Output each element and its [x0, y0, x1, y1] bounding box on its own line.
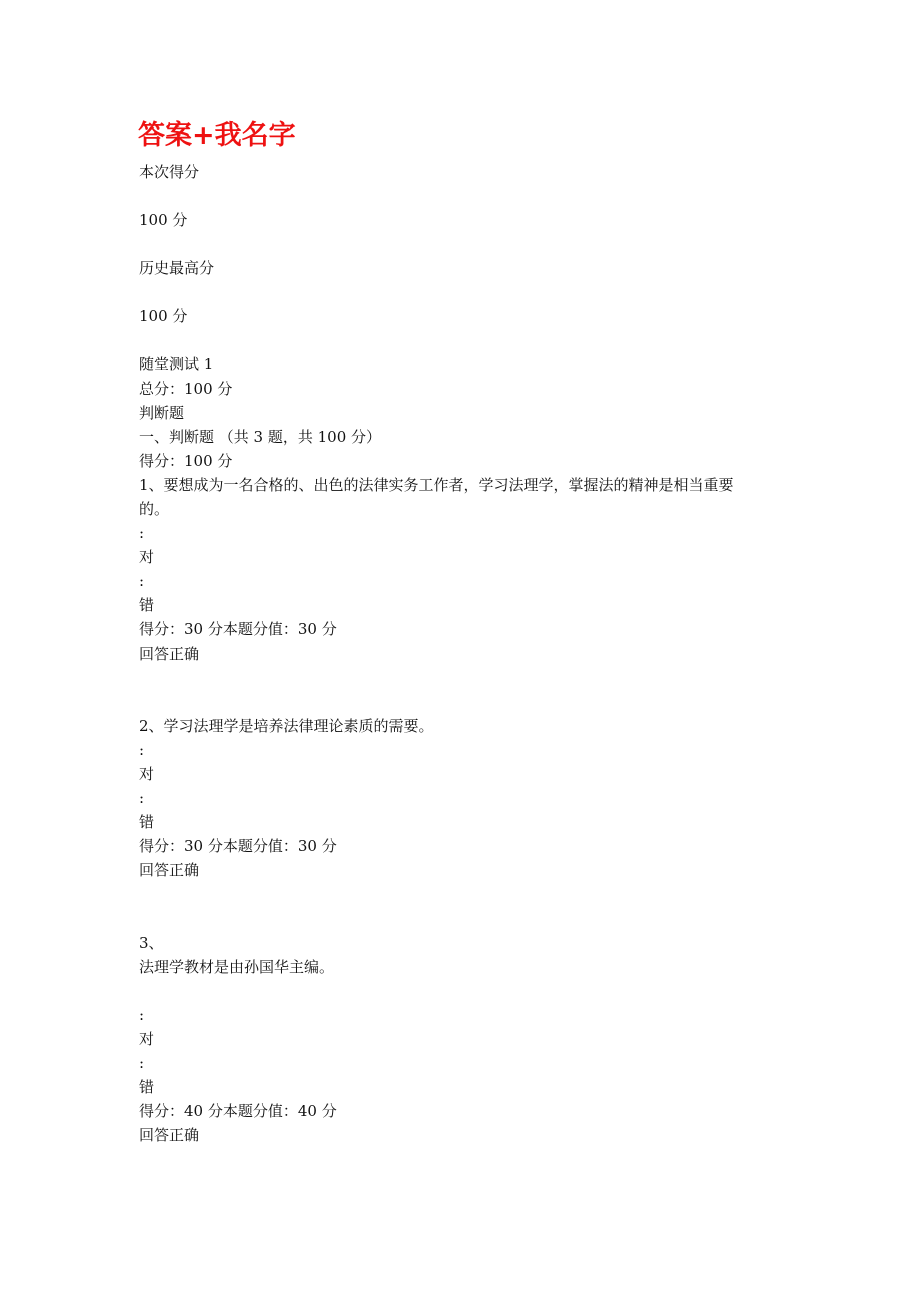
- total-score: 总分：100 分: [139, 380, 233, 398]
- best-score-label: 历史最高分: [139, 259, 215, 277]
- current-score-value: 100 分: [139, 211, 188, 229]
- question-3-option-true-prefix: :: [139, 1006, 145, 1024]
- question-3-option-false[interactable]: 错: [139, 1078, 155, 1096]
- question-2-result: 回答正确: [139, 861, 200, 879]
- question-2-score: 得分：30 分本题分值：30 分: [139, 837, 337, 855]
- question-3-option-false-prefix: :: [139, 1054, 145, 1072]
- question-2-option-true[interactable]: 对: [139, 765, 155, 783]
- question-3-score: 得分：40 分本题分值：40 分: [139, 1102, 337, 1120]
- question-1-option-true[interactable]: 对: [139, 548, 155, 566]
- question-2-option-false-prefix: :: [139, 789, 145, 807]
- current-score-label: 本次得分: [139, 163, 200, 181]
- section-heading: 一、判断题 （共 3 题，共 100 分）: [139, 428, 382, 446]
- document-title: 答案+我名字: [138, 120, 296, 151]
- question-2-stem: 2、学习法理学是培养法律理论素质的需要。: [139, 717, 434, 735]
- question-1-option-false[interactable]: 错: [139, 596, 155, 614]
- quiz-name: 随堂测试 1: [139, 355, 214, 373]
- section-type: 判断题: [139, 404, 185, 422]
- question-1-score: 得分：30 分本题分值：30 分: [139, 620, 337, 638]
- question-3-result: 回答正确: [139, 1126, 200, 1144]
- question-3-option-true[interactable]: 对: [139, 1030, 155, 1048]
- best-score-value: 100 分: [139, 307, 188, 325]
- question-1-stem-line1: 1、要想成为一名合格的、出色的法律实务工作者，学习法理学，掌握法的精神是相当重要: [139, 476, 734, 494]
- section-score: 得分：100 分: [139, 452, 233, 470]
- question-1-option-false-prefix: :: [139, 572, 145, 590]
- question-1-result: 回答正确: [139, 645, 200, 663]
- question-2-option-true-prefix: :: [139, 741, 145, 759]
- question-1-option-true-prefix: :: [139, 524, 145, 542]
- question-1-stem-line2: 的。: [139, 500, 170, 518]
- question-2-option-false[interactable]: 错: [139, 813, 155, 831]
- question-3-number: 3、: [139, 934, 164, 952]
- question-3-stem: 法理学教材是由孙国华主编。: [139, 958, 335, 976]
